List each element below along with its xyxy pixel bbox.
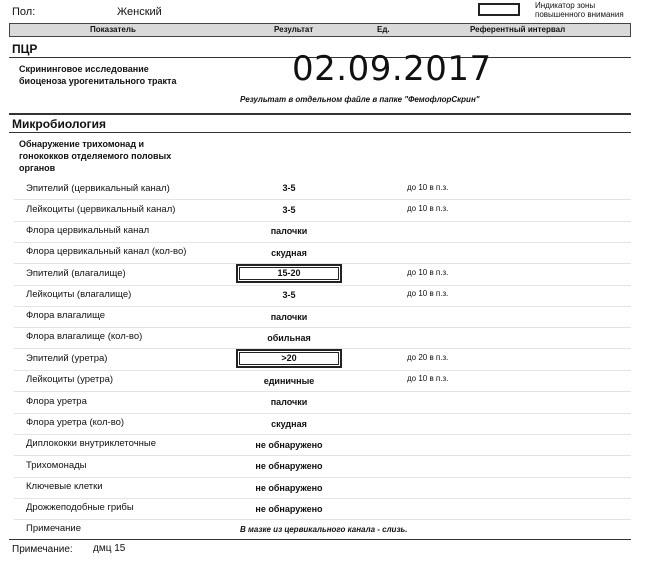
row-separator — [14, 455, 631, 456]
footer-note-value: дмц 15 — [93, 543, 126, 554]
pcr-section-title: ПЦР — [12, 42, 38, 56]
row-separator — [14, 221, 631, 222]
row-reference: до 10 в п.з. — [407, 268, 449, 277]
row-result: не обнаружено — [255, 483, 323, 493]
row-reference: до 10 в п.з. — [407, 183, 449, 192]
row-separator — [14, 413, 631, 414]
row-result: палочки — [270, 312, 308, 322]
row-result: >20 — [281, 353, 297, 363]
row-reference: до 10 в п.з. — [407, 289, 449, 298]
legend-line2: повышенного внимания — [535, 10, 624, 19]
row-result: палочки — [270, 226, 308, 236]
row-indicator: Лейкоциты (уретра) — [26, 374, 114, 385]
row-indicator: Лейкоциты (цервикальный канал) — [26, 204, 176, 215]
micro-section-title: Микробиология — [12, 117, 107, 131]
bottom-divider — [9, 539, 631, 540]
row-separator — [14, 498, 631, 499]
row-result: не обнаружено — [255, 440, 323, 450]
micro-note-label: Примечание — [26, 523, 81, 534]
sex-label: Пол: — [12, 6, 36, 18]
handwritten-date: 02.09.2017 — [292, 49, 492, 89]
column-header-bar — [9, 23, 631, 37]
row-result: 3-5 — [282, 183, 296, 193]
row-result: 15-20 — [277, 268, 301, 278]
row-reference: до 10 в п.з. — [407, 374, 449, 383]
row-indicator: Эпителий (уретра) — [26, 353, 108, 364]
row-separator — [14, 242, 631, 243]
column-indicator: Показатель — [90, 25, 136, 34]
row-separator — [14, 434, 631, 435]
row-result: палочки — [270, 397, 308, 407]
column-unit: Ед. — [377, 25, 390, 34]
micro-test-title-line2: гонококков отделяемого половых — [19, 151, 172, 161]
row-indicator: Диплококки внутриклеточные — [26, 438, 157, 449]
row-result: единичные — [263, 376, 315, 386]
row-result: не обнаружено — [255, 504, 323, 514]
row-indicator: Лейкоциты (влагалище) — [26, 289, 132, 300]
row-indicator: Дрожжеподобные грибы — [26, 502, 134, 513]
row-separator — [14, 285, 631, 286]
column-result: Результат — [274, 25, 314, 34]
row-reference: до 10 в п.з. — [407, 204, 449, 213]
row-result: 3-5 — [282, 290, 296, 300]
row-separator — [14, 519, 631, 520]
row-result: скудная — [271, 419, 307, 429]
row-result: 3-5 — [282, 205, 296, 215]
pcr-result-note: Результат в отдельном файле в папке "ФемофлорСкрин" — [240, 95, 480, 104]
row-separator — [14, 306, 631, 307]
section-divider — [9, 113, 631, 115]
row-indicator: Флора цервикальный канал — [26, 225, 150, 236]
row-indicator: Трихомонады — [26, 460, 87, 471]
attention-indicator-legend-box — [478, 3, 520, 16]
row-indicator: Флора уретра (кол-во) — [26, 417, 125, 428]
row-indicator: Флора влагалище (кол-во) — [26, 331, 143, 342]
pcr-test-title-line1: Скрининговое исследование — [19, 64, 149, 74]
micro-divider — [9, 132, 631, 133]
row-separator — [14, 199, 631, 200]
micro-test-title-line1: Обнаружение трихомонад и — [19, 139, 145, 149]
row-indicator: Флора уретра — [26, 396, 87, 407]
row-result: не обнаружено — [255, 461, 323, 471]
row-result: обильная — [267, 333, 311, 343]
sex-value: Женский — [117, 6, 162, 18]
column-reference: Референтный интервал — [470, 25, 566, 34]
row-indicator: Флора влагалище — [26, 310, 106, 321]
pcr-test-title-line2: биоценоза урогенитального тракта — [19, 76, 177, 86]
micro-test-title-line3: органов — [19, 163, 56, 173]
row-separator — [14, 391, 631, 392]
footer-note-label: Примечание: — [12, 544, 73, 555]
row-indicator: Эпителий (цервикальный канал) — [26, 183, 170, 194]
row-reference: до 20 в п.з. — [407, 353, 449, 362]
legend-line1: Индикатор зоны — [535, 1, 596, 10]
row-indicator: Флора цервикальный канал (кол-во) — [26, 246, 187, 257]
row-separator — [14, 370, 631, 371]
micro-note-value: В мазке из цервикального канала - слизь. — [240, 525, 408, 534]
row-separator — [14, 327, 631, 328]
row-indicator: Ключевые клетки — [26, 481, 103, 492]
row-separator — [14, 477, 631, 478]
row-indicator: Эпителий (влагалище) — [26, 268, 126, 279]
row-result: скудная — [271, 248, 307, 258]
